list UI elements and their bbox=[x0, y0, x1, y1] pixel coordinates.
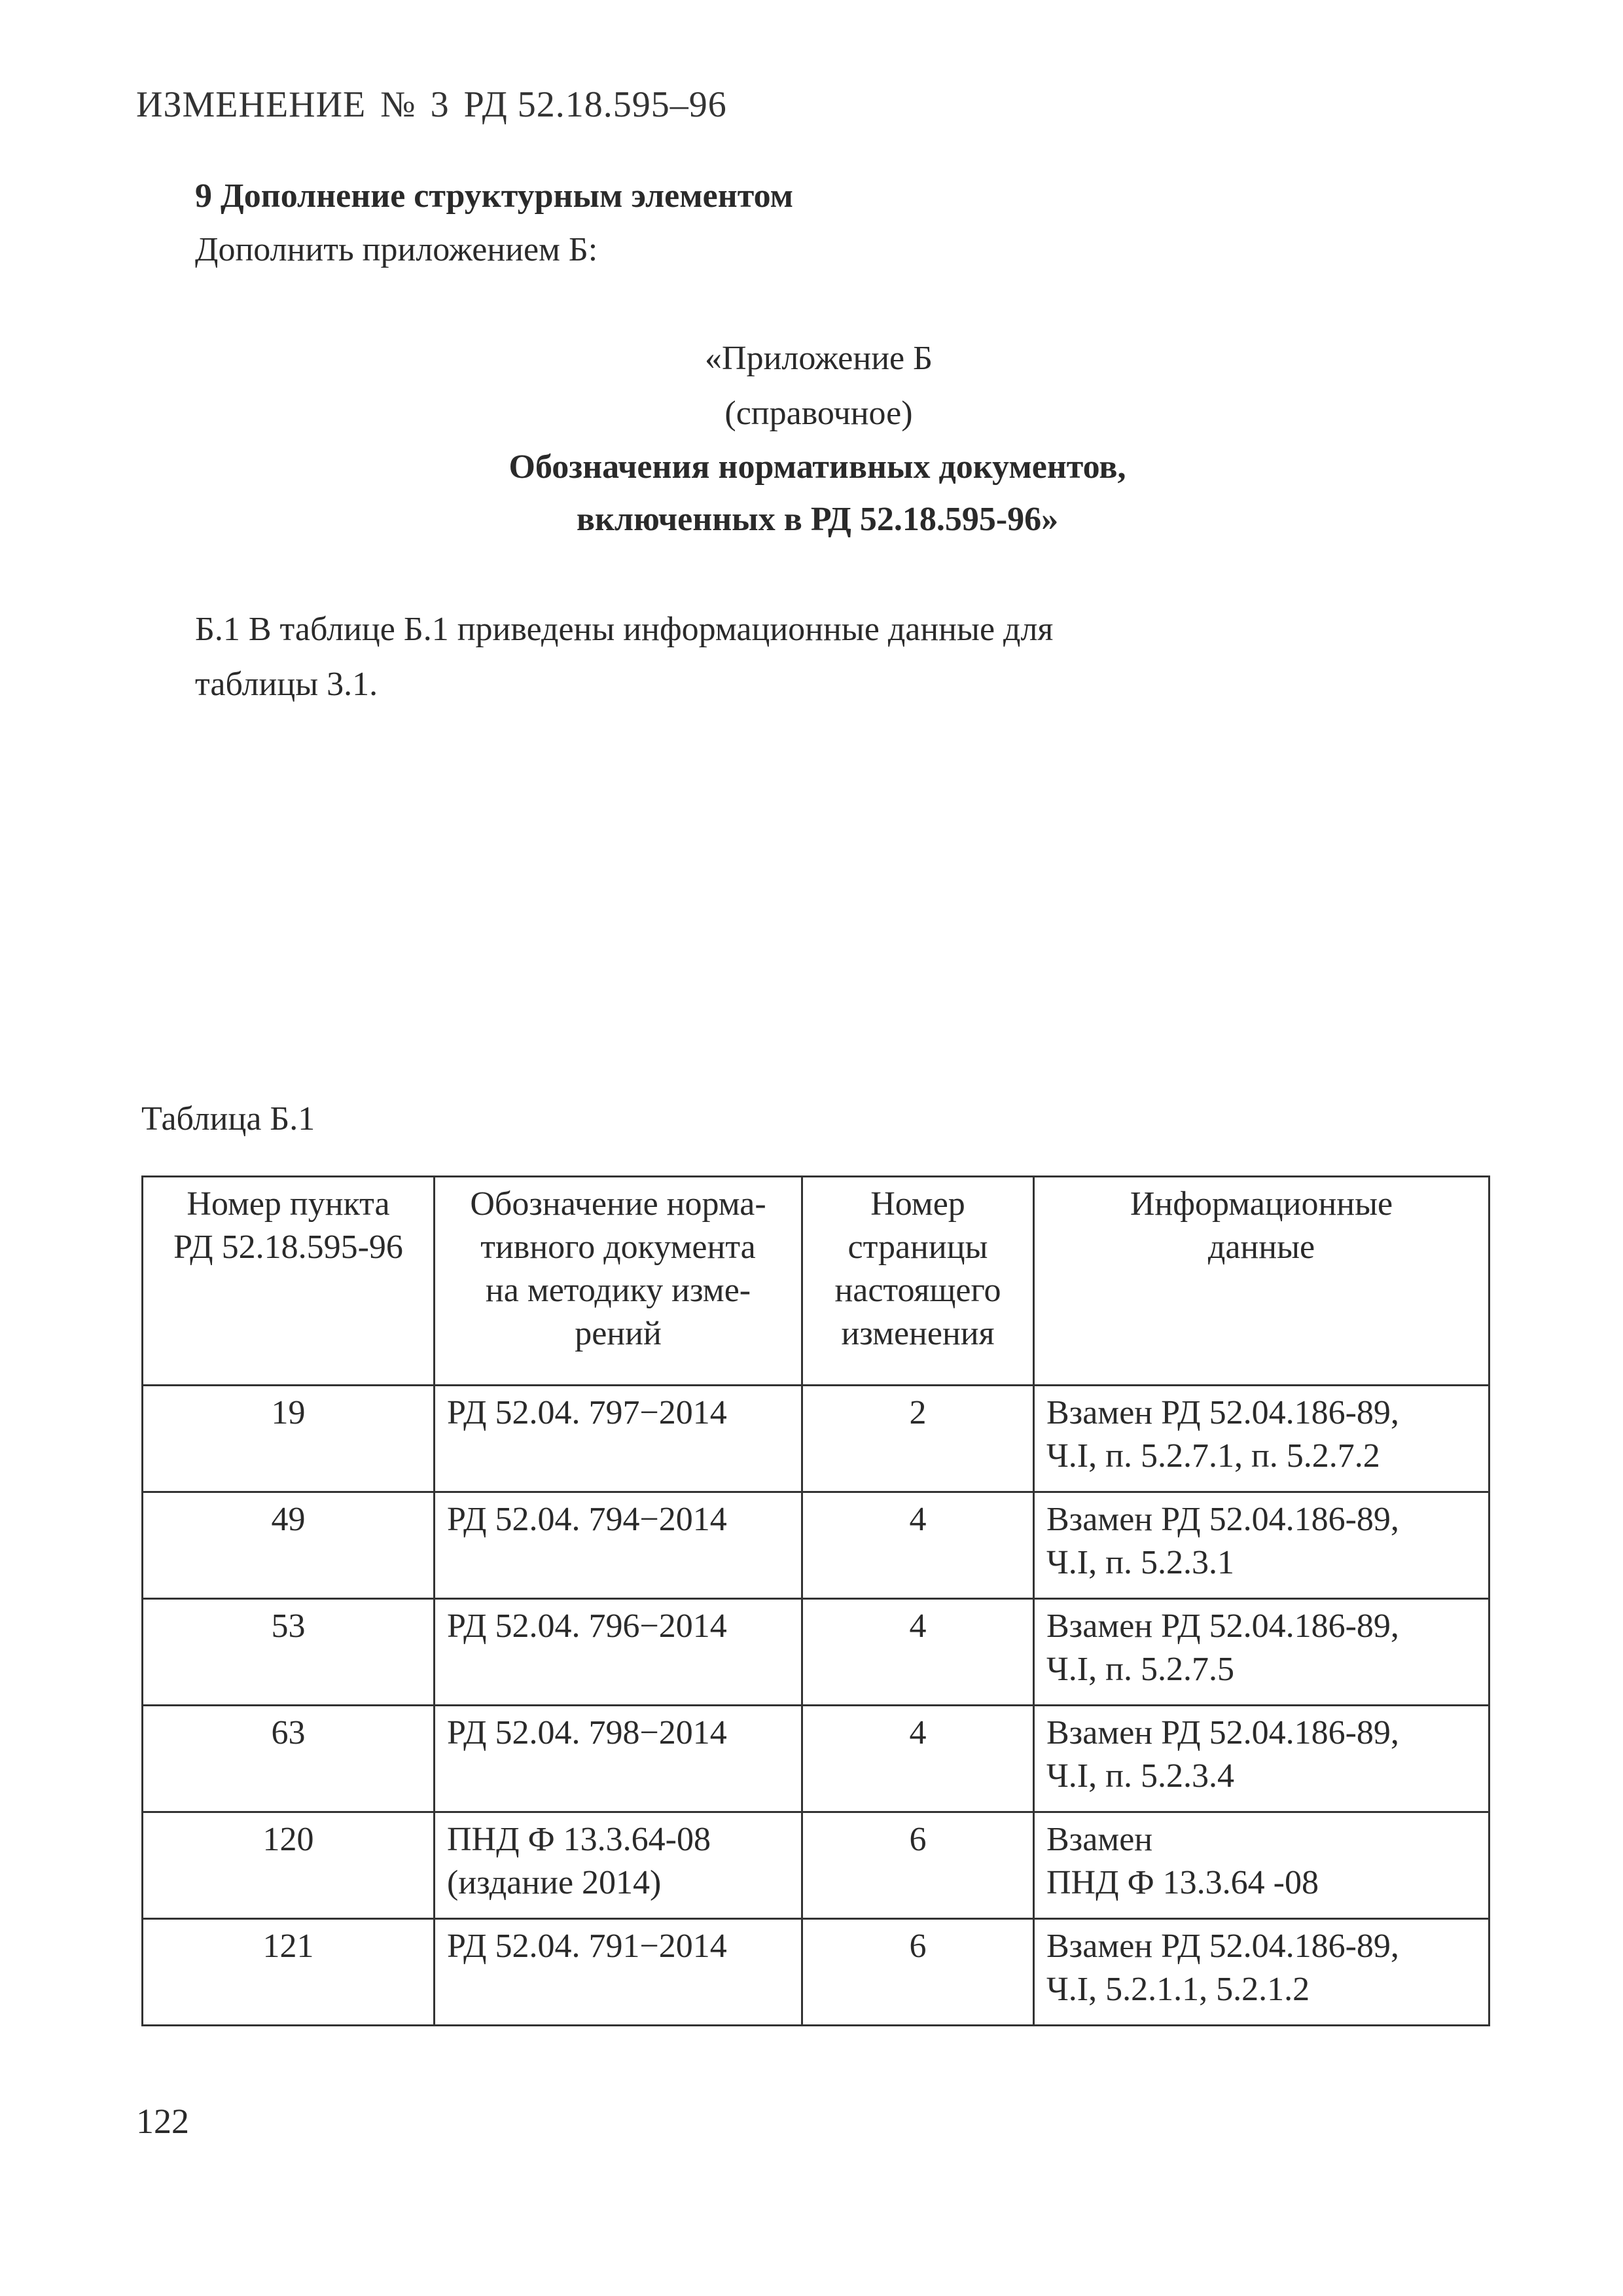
column-header-document-designation: Обозначение норма- тивного документа на методику изме- рений bbox=[435, 1177, 802, 1386]
header-doc: РД 52.18.595–96 bbox=[463, 84, 727, 125]
cell-page: 6 bbox=[802, 1919, 1034, 2026]
cell-clause-number: 19 bbox=[143, 1386, 435, 1492]
cell-clause-number: 121 bbox=[143, 1919, 435, 2026]
cell-page: 4 bbox=[802, 1599, 1034, 1706]
column-header-clause-number: Номер пункта РД 52.18.595-96 bbox=[143, 1177, 435, 1386]
cell-document: ПНД Ф 13.3.64-08 (издание 2014) bbox=[435, 1812, 802, 1919]
appendix-title: «Приложение Б bbox=[705, 340, 933, 377]
appendix-subtitle: (справочное) bbox=[724, 395, 913, 432]
running-header bbox=[136, 84, 727, 126]
cell-document: РД 52.04. 796−2014 bbox=[435, 1599, 802, 1706]
cell-page: 2 bbox=[802, 1386, 1034, 1492]
table-row bbox=[143, 1919, 1489, 2026]
table-row bbox=[143, 1599, 1489, 1706]
cell-info: Взамен РД 52.04.186-89, Ч.I, п. 5.2.3.4 bbox=[1034, 1706, 1489, 1812]
appendix-heading-line-2: включенных в РД 52.18.595-96» bbox=[576, 501, 1059, 538]
table-row bbox=[143, 1492, 1489, 1599]
cell-page: 6 bbox=[802, 1812, 1034, 1919]
table-row bbox=[143, 1812, 1489, 1919]
cell-clause-number: 63 bbox=[143, 1706, 435, 1812]
column-header-info: Информационные данные bbox=[1034, 1177, 1489, 1386]
cell-clause-number: 53 bbox=[143, 1599, 435, 1706]
appendix-heading-line-1: Обозначения нормативных документов, bbox=[508, 448, 1126, 486]
cell-document: РД 52.04. 797−2014 bbox=[435, 1386, 802, 1492]
cell-info: Взамен ПНД Ф 13.3.64 -08 bbox=[1034, 1812, 1489, 1919]
table-header-row bbox=[143, 1177, 1489, 1386]
header-number-sign: № bbox=[380, 84, 416, 125]
intro-paragraph-line-1: Б.1 В таблице Б.1 приведены информационные данные для bbox=[195, 611, 1054, 648]
references-table bbox=[141, 1175, 1490, 2026]
page-number: 122 bbox=[136, 2102, 189, 2141]
table-row bbox=[143, 1386, 1489, 1492]
cell-info: Взамен РД 52.04.186-89, Ч.I, п. 5.2.7.5 bbox=[1034, 1599, 1489, 1706]
intro-paragraph-line-2: таблицы 3.1. bbox=[195, 666, 378, 703]
header-label: ИЗМЕНЕНИЕ bbox=[136, 84, 366, 125]
cell-page: 4 bbox=[802, 1706, 1034, 1812]
cell-info: Взамен РД 52.04.186-89, Ч.I, п. 5.2.7.1, п. 5.2.7.2 bbox=[1034, 1386, 1489, 1492]
cell-document: РД 52.04. 794−2014 bbox=[435, 1492, 802, 1599]
cell-clause-number: 120 bbox=[143, 1812, 435, 1919]
table-row bbox=[143, 1706, 1489, 1812]
header-number: 3 bbox=[430, 84, 450, 125]
intro-paragraph bbox=[195, 602, 1242, 712]
cell-info: Взамен РД 52.04.186-89, Ч.I, п. 5.2.3.1 bbox=[1034, 1492, 1489, 1599]
cell-info: Взамен РД 52.04.186-89, Ч.I, 5.2.1.1, 5.2.1.2 bbox=[1034, 1919, 1489, 2026]
cell-document: РД 52.04. 791−2014 bbox=[435, 1919, 802, 2026]
section-title: 9 Дополнение структурным элементом bbox=[195, 177, 794, 215]
cell-clause-number: 49 bbox=[143, 1492, 435, 1599]
section-text: Дополнить приложением Б: bbox=[195, 231, 598, 268]
column-header-page-number: Номер страницы настоящего изменения bbox=[802, 1177, 1034, 1386]
cell-document: РД 52.04. 798−2014 bbox=[435, 1706, 802, 1812]
cell-page: 4 bbox=[802, 1492, 1034, 1599]
table-caption: Таблица Б.1 bbox=[141, 1100, 315, 1138]
